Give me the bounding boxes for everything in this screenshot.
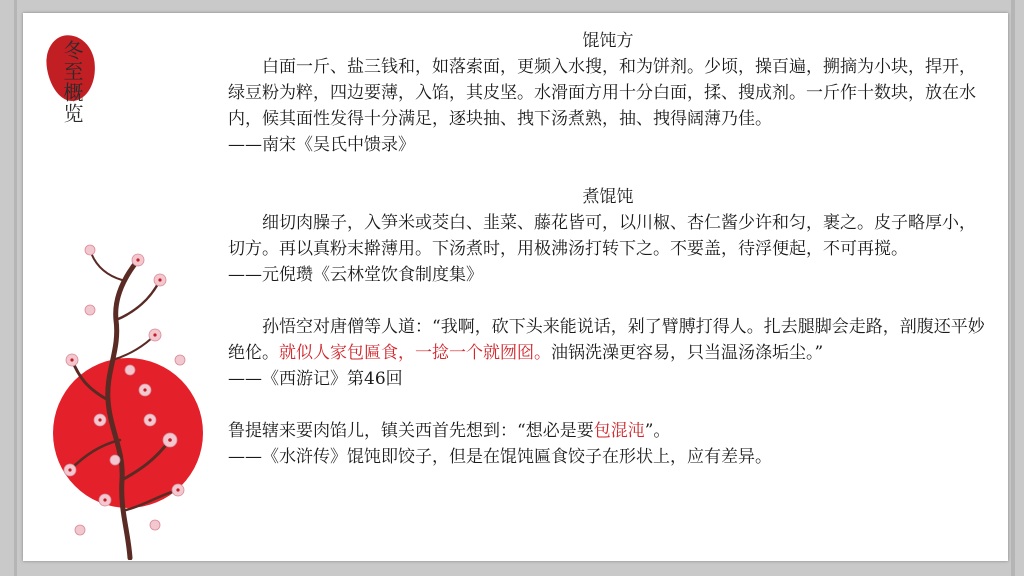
main-text-column [228, 28, 988, 470]
left-frame-edge [14, 0, 17, 576]
section1-title: 馄饨方 [582, 31, 634, 51]
sidebar-label: 冬至概览 [60, 40, 84, 124]
spacer [228, 392, 988, 418]
section1-body: 白面一斤、盐三钱和，如落索面，更频入水搜，和为饼剂。少顷，操百遍，搠摘为小块，捍开，绿豆粉为粹，四边要薄，入馅，其皮坚。水滑面方用十分白面，揉、搜成剂。一斤作十数块，放在水内，候其面性发得十分满足，逐块抽、拽下汤煮熟，抽、拽得阔薄乃佳。 [228, 57, 976, 129]
section3-source: ——《西游记》第46回 [228, 369, 403, 389]
section3-text-a: 孙悟空对唐僧等人道：“我啊，砍下头来能说话，剁了臂膊打得人。扎去腿脚会走路，剖腹还平妙绝伦。 [228, 317, 985, 363]
section3-text-b: 油锅洗澡更容易，只当温汤涤垢尘。” [551, 343, 824, 363]
section2-body: 细切肉臊子，入笋米或茭白、韭菜、藤花皆可，以川椒、杏仁酱少许和匀，裹之。皮子略厚小，切方。再以真粉末擀薄用。下汤煮时，用极沸汤打转下之。不要盖，待浮便起，不可再搅。 [228, 213, 976, 259]
plum-blossom-branch-image [60, 240, 210, 560]
right-frame-edge [1011, 0, 1015, 576]
section2-title: 煮馄饨 [582, 187, 634, 207]
section4-text-b: ”。 [644, 421, 671, 441]
section3-body [228, 314, 988, 366]
spacer [228, 158, 988, 184]
section4-highlight: 包混沌 [593, 421, 645, 441]
section1-source: ——南宋《吴氏中馈录》 [228, 135, 415, 155]
section4-body [228, 418, 988, 444]
section2-source: ——元倪瓒《云林堂饮食制度集》 [228, 265, 483, 285]
section4-source: ——《水浒传》馄饨即饺子，但是在馄饨匾食饺子在形状上，应有差异。 [228, 447, 772, 467]
section3-highlight: 就似人家包匾食，一捻一个就囫囵。 [279, 343, 551, 363]
spacer [228, 288, 988, 314]
section4-text-a: 鲁提辖来要肉馅儿，镇关西首先想到：“想必是要 [228, 421, 594, 441]
